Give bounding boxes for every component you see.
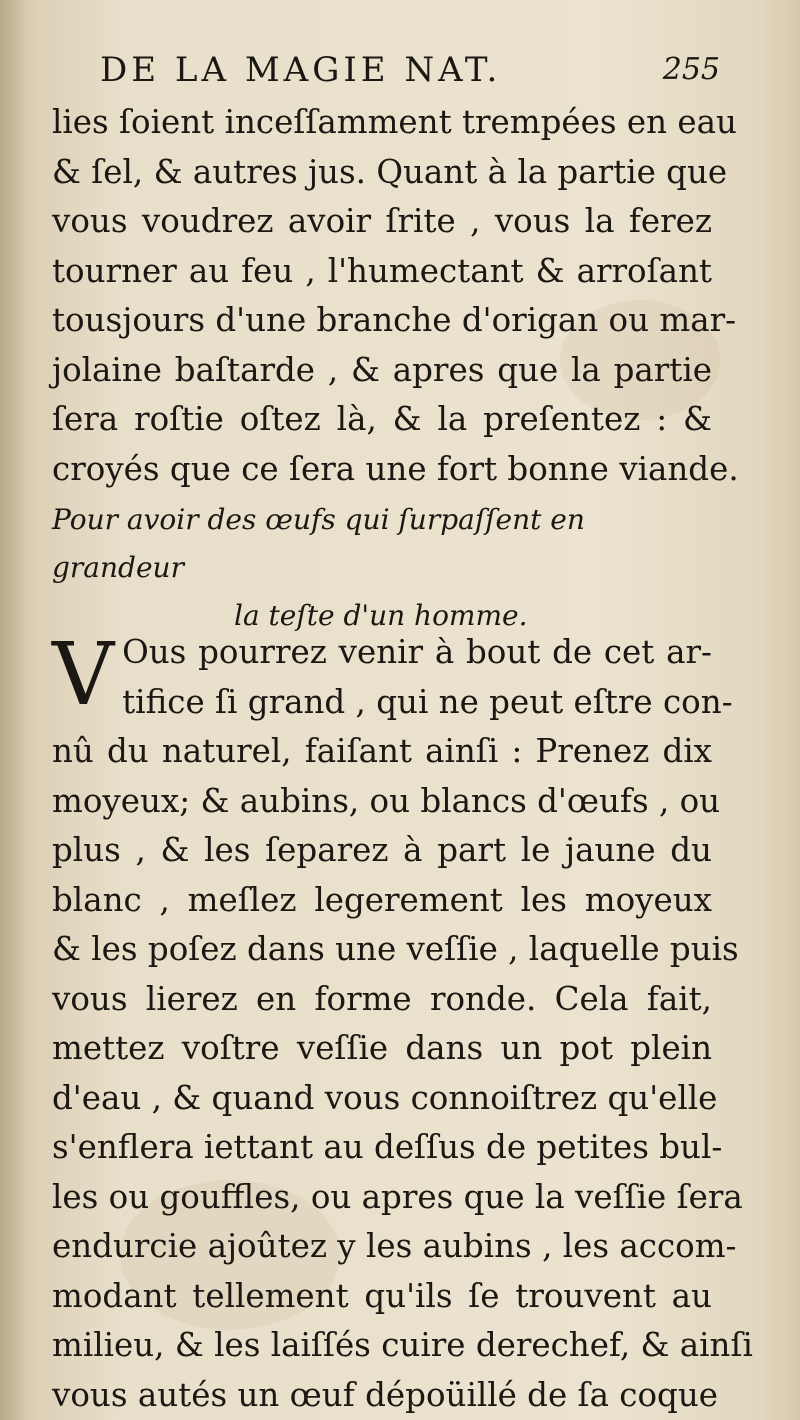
text-line: les ou gouffles, ou apres que la veſſie ſera: [52, 1177, 743, 1216]
heading-line-1: Pour avoir des œufs qui ſurpaſſent en grandeur: [52, 503, 585, 584]
text-line: moyeux; & aubins, ou blancs d'œufs , ou: [52, 781, 721, 820]
paragraph-2: [52, 625, 753, 1420]
text-line: modant tellement qu'ils ſe trouvent au: [52, 1276, 712, 1315]
text-line: & ſel, & autres jus. Quant à la partie que: [52, 152, 728, 191]
text-line: & les poſez dans une veſſie , laquelle puis: [52, 930, 739, 968]
drop-cap: V: [52, 625, 115, 725]
text-line: d'eau , & quand vous connoiſtrez qu'elle: [52, 1078, 718, 1117]
text-line: croyés que ce ſera une fort bonne viande.: [52, 449, 739, 488]
page-header: [100, 50, 720, 96]
text-line: jolaine baſtarde , & apres que la partie: [52, 350, 712, 389]
text-line: blanc , meſlez legerement les moyeux: [52, 880, 712, 919]
text-line: vous voudrez avoir ſrite , vous la ferez: [52, 202, 712, 240]
paragraph-1: [52, 98, 739, 494]
page-gutter: [0, 0, 26, 1420]
text-line: vous autés un œuf dépoüillé de ſa coque: [52, 1375, 719, 1414]
text-line: tousjours d'une branche d'origan ou mar-: [52, 301, 737, 339]
text-line: tifice ſi grand , qui ne peut eſtre con-: [122, 682, 733, 721]
section-heading: [52, 496, 712, 640]
text-line: ſera roſtie oſtez là, & la preſentez : &: [52, 400, 712, 438]
text-line: s'enflera iettant au deſſus de petites bul-: [52, 1128, 723, 1166]
text-line: lies ſoient inceſſamment trempées en eau: [52, 103, 737, 141]
page-number: 255: [662, 52, 720, 87]
text-line: plus , & les ſeparez à part le jaune du: [52, 831, 712, 869]
text-line: mettez voſtre veſſie dans un pot plein: [52, 1029, 712, 1067]
running-head: DE LA MAGIE NAT.: [100, 50, 502, 90]
text-line: endurcie ajoûtez y les aubins , les accom-: [52, 1227, 737, 1265]
text-line: Ous pourrez venir à bout de cet ar-: [122, 633, 712, 671]
heading-line-2: la teſte d'un homme.: [234, 599, 528, 632]
text-line: milieu, & les laiſſés cuire derechef, & ainſi: [52, 1326, 753, 1364]
text-line: tourner au feu , l'humectant & arroſant: [52, 251, 712, 290]
text-line: vous lierez en forme ronde. Cela fait,: [52, 979, 712, 1018]
text-line: nû du naturel, faiſant ainſi : Prenez dix: [52, 732, 712, 770]
